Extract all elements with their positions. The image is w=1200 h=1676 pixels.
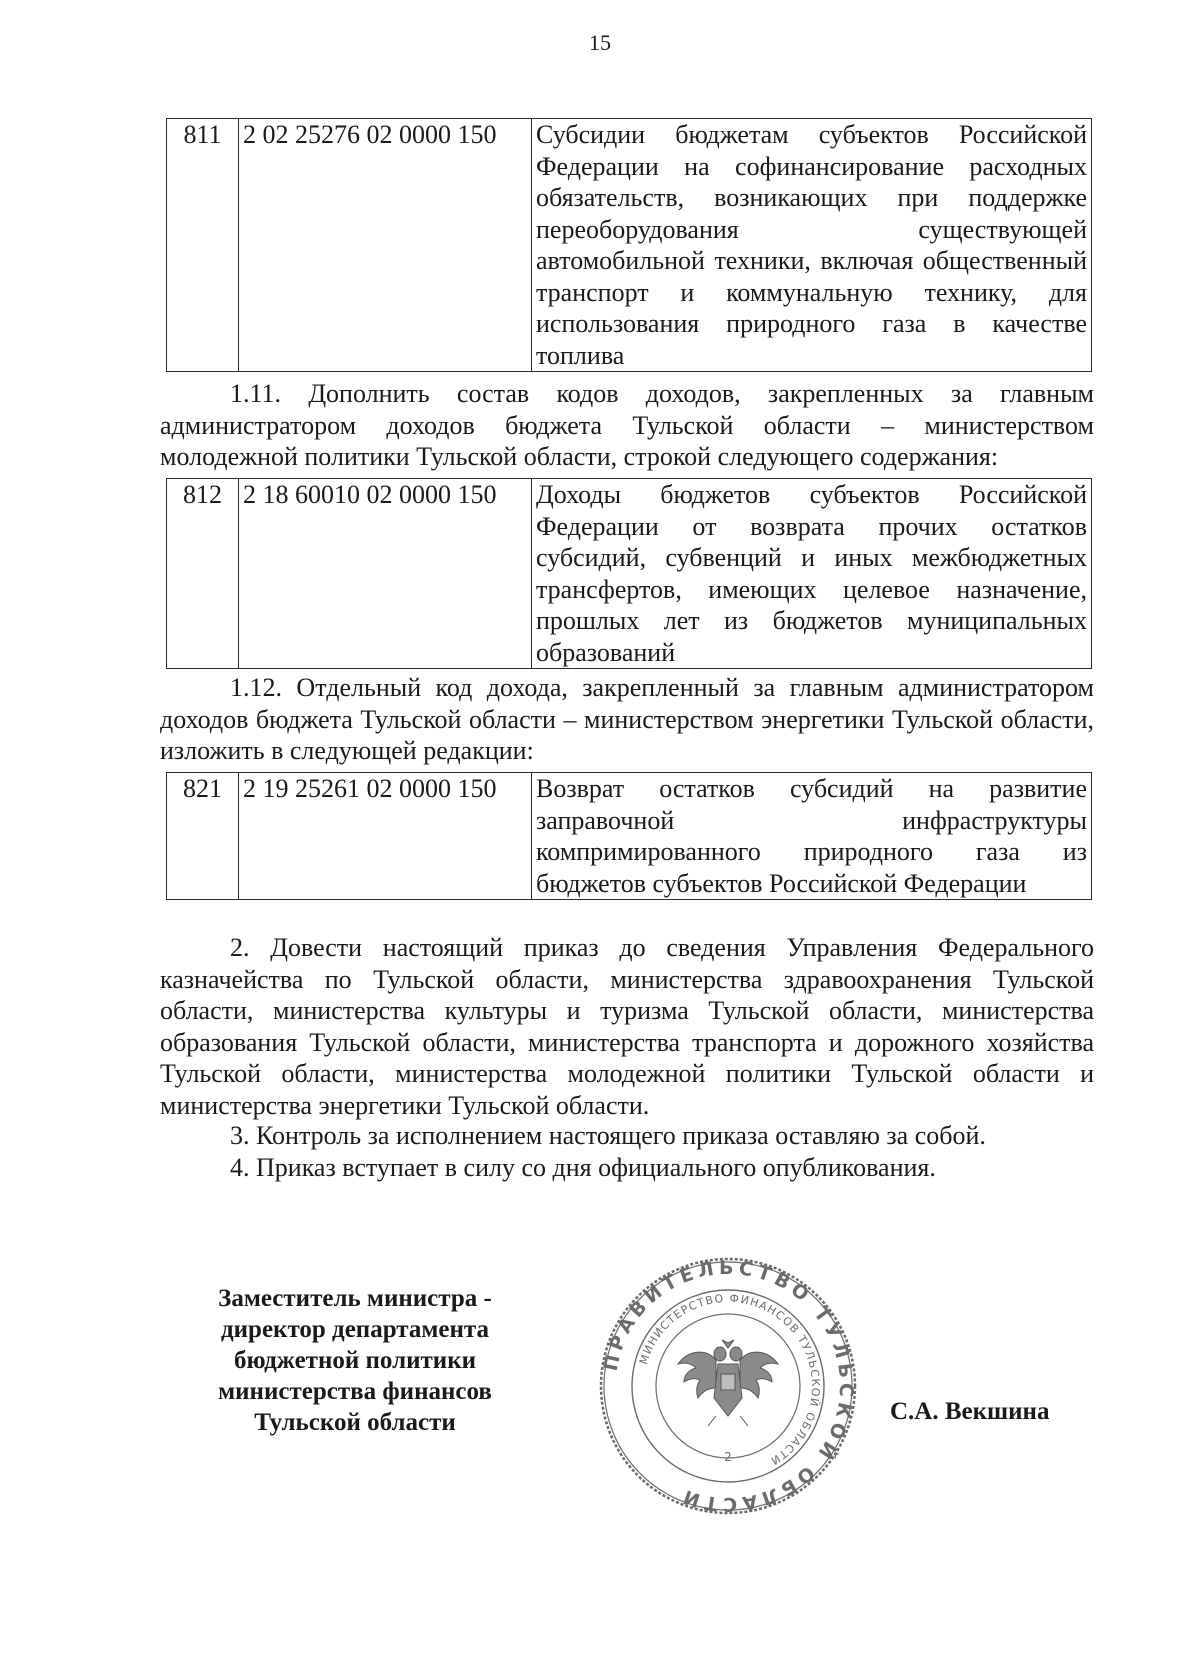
official-seal: [598, 1256, 858, 1516]
income-code-cell: 2 19 25261 02 0000 150: [239, 773, 532, 900]
seal-outer-text: ПРАВИТЕЛЬСТВО ТУЛЬСКОЙ ОБЛАСТИ: [599, 1256, 858, 1516]
signer-position-line: Заместитель министра -: [218, 1285, 492, 1312]
admin-code-cell: 821: [167, 773, 239, 900]
signer-position-line: бюджетной политики: [233, 1347, 477, 1374]
admin-code-cell: 811: [167, 119, 239, 372]
signer-position-line: министерства финансов: [218, 1378, 492, 1405]
income-code-table-2: [166, 478, 1092, 669]
admin-code-cell: 812: [167, 479, 239, 669]
paragraph-2: 2. Довести настоящий приказ до сведения Управления Федерального казначейства по Тульской области, министерства здравоохранения Тульской области, министерства культуры и туризма Тульской области, министерства образования Тульской области, министерства транспорта и дорожного хозяйства Тульской области, министерства молодежной политики Тульской области и министерства энергетики Тульской области.: [160, 933, 1094, 1120]
table-row: [167, 479, 1092, 669]
income-code-cell: 2 18 60010 02 0000 150: [239, 479, 532, 669]
income-code-table-1: [166, 118, 1092, 372]
signer-name: С.А. Векшина: [890, 1398, 1050, 1425]
signer-position-line: директор департамента: [221, 1316, 489, 1343]
income-code-table-3: [166, 772, 1092, 900]
signer-position: [190, 1283, 520, 1438]
income-description-cell: Субсидии бюджетам субъектов Российской Федерации на софинансирование расходных обязательств, возникающих при поддержке переоборудования существующей автомобильной техники, включая общественный транспорт и коммунальную технику, для использования природного газа в качестве топлива: [532, 119, 1092, 372]
income-code-cell: 2 02 25276 02 0000 150: [239, 119, 532, 372]
page-number: 15: [589, 30, 611, 55]
income-description-cell: Доходы бюджетов субъектов Российской Федерации от возврата прочих остатков субсидий, субвенций и иных межбюджетных трансфертов, имеющих целевое назначение, прошлых лет из бюджетов муниципальных образований: [532, 479, 1092, 669]
paragraph-1-11: 1.11. Дополнить состав кодов доходов, закрепленных за главным администратором доходов бюджета Тульской области – министерством молодежной политики Тульской области, строкой следующего содержания:: [160, 379, 1094, 471]
paragraph-1-12: 1.12. Отдельный код дохода, закрепленный за главным администратором доходов бюджета Тульской области – министерством энергетики Тульской области, изложить в следующей редакции:: [160, 673, 1094, 765]
coat-of-arms-eagle-icon: [678, 1340, 778, 1426]
paragraph-3: 3. Контроль за исполнением настоящего приказа оставляю за собой.: [230, 1121, 986, 1150]
seal-number: 2: [724, 1450, 732, 1464]
income-description-cell: Возврат остатков субсидий на развитие заправочной инфраструктуры компримированного природного газа из бюджетов субъектов Российской Федерации: [532, 773, 1092, 900]
table-row: [167, 119, 1092, 372]
table-row: [167, 773, 1092, 900]
paragraph-4: 4. Приказ вступает в силу со дня официального опубликования.: [230, 1153, 936, 1182]
seal-inner-text: МИНИСТЕРСТВО ФИНАНСОВ ТУЛЬСКОЙ ОБЛАСТИ: [636, 1291, 823, 1468]
signer-position-line: Тульской области: [254, 1409, 456, 1436]
